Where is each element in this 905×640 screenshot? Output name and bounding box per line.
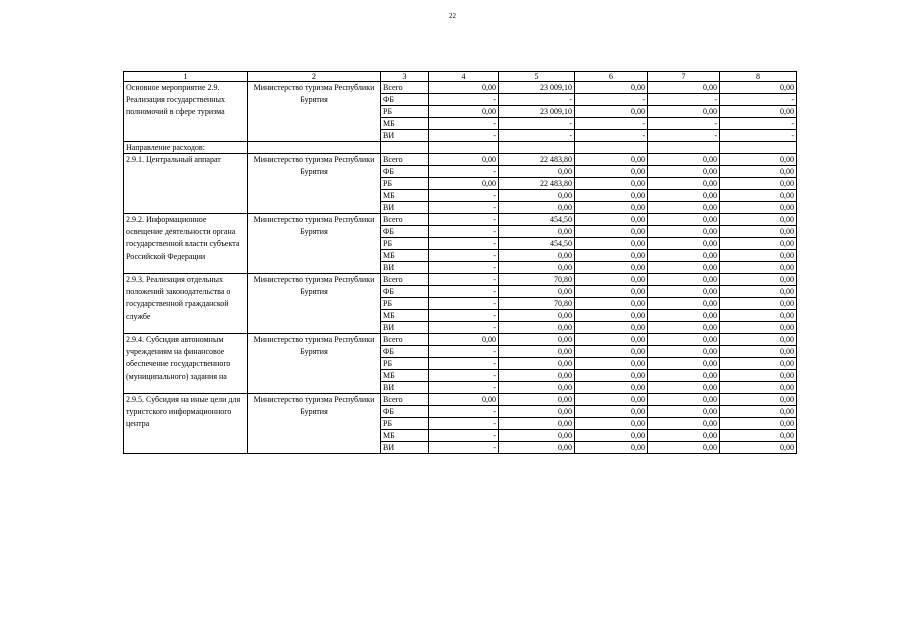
funding-source: РБ: [381, 358, 429, 370]
amount-cell: 0,00: [429, 334, 499, 346]
amount-cell: -: [429, 382, 499, 394]
column-header: 7: [648, 72, 720, 82]
funding-source: МБ: [381, 118, 429, 130]
amount-cell: -: [429, 442, 499, 454]
amount-cell: 0,00: [499, 430, 575, 442]
amount-cell: -: [429, 94, 499, 106]
amount-cell: 0,00: [429, 394, 499, 406]
column-header: 1: [124, 72, 248, 82]
amount-cell: 0,00: [648, 238, 720, 250]
amount-cell: 0,00: [499, 358, 575, 370]
column-header: 8: [720, 72, 797, 82]
amount-cell: 0,00: [648, 250, 720, 262]
amount-cell: 0,00: [648, 406, 720, 418]
funding-source: ВИ: [381, 202, 429, 214]
table-row: [124, 82, 797, 94]
funding-source: ВИ: [381, 262, 429, 274]
amount-cell: 0,00: [648, 262, 720, 274]
responsible-executor: Министерство туризма Республики Бурятия: [248, 154, 381, 214]
amount-cell: 0,00: [575, 226, 648, 238]
section-row: [124, 142, 797, 154]
amount-cell: -: [499, 118, 575, 130]
funding-source: РБ: [381, 178, 429, 190]
funding-source: ФБ: [381, 346, 429, 358]
amount-cell: 0,00: [575, 310, 648, 322]
amount-cell: 0,00: [575, 298, 648, 310]
amount-cell: 0,00: [575, 394, 648, 406]
amount-cell: 0,00: [499, 418, 575, 430]
amount-cell: 0,00: [720, 394, 797, 406]
responsible-executor: Министерство туризма Республики Бурятия: [248, 394, 381, 454]
amount-cell: 0,00: [575, 214, 648, 226]
amount-cell: 0,00: [648, 382, 720, 394]
funding-source: МБ: [381, 430, 429, 442]
amount-cell: 0,00: [720, 322, 797, 334]
amount-cell: 0,00: [499, 442, 575, 454]
amount-cell: 0,00: [575, 202, 648, 214]
amount-cell: 0,00: [648, 202, 720, 214]
amount-cell: 0,00: [575, 190, 648, 202]
empty-cell: [429, 142, 499, 154]
amount-cell: 0,00: [575, 286, 648, 298]
amount-cell: 0,00: [720, 358, 797, 370]
amount-cell: -: [429, 250, 499, 262]
amount-cell: -: [429, 286, 499, 298]
amount-cell: 0,00: [575, 382, 648, 394]
funding-source: Всего: [381, 214, 429, 226]
amount-cell: 0,00: [499, 226, 575, 238]
amount-cell: 454,50: [499, 214, 575, 226]
amount-cell: -: [429, 322, 499, 334]
funding-source: РБ: [381, 238, 429, 250]
table-row: [124, 394, 797, 406]
amount-cell: 0,00: [648, 394, 720, 406]
amount-cell: -: [429, 274, 499, 286]
amount-cell: -: [720, 94, 797, 106]
amount-cell: -: [429, 406, 499, 418]
amount-cell: 0,00: [575, 334, 648, 346]
amount-cell: 0,00: [648, 166, 720, 178]
amount-cell: -: [575, 130, 648, 142]
funding-source: Всего: [381, 394, 429, 406]
amount-cell: -: [720, 130, 797, 142]
amount-cell: 0,00: [575, 178, 648, 190]
amount-cell: 0,00: [575, 238, 648, 250]
amount-cell: 0,00: [648, 190, 720, 202]
amount-cell: 0,00: [499, 334, 575, 346]
amount-cell: 0,00: [575, 418, 648, 430]
amount-cell: 0,00: [499, 406, 575, 418]
amount-cell: -: [648, 118, 720, 130]
empty-cell: [248, 142, 381, 154]
budget-table: [123, 71, 797, 454]
amount-cell: 0,00: [720, 430, 797, 442]
amount-cell: 0,00: [720, 442, 797, 454]
amount-cell: 0,00: [720, 262, 797, 274]
amount-cell: 0,00: [720, 406, 797, 418]
funding-source: Всего: [381, 274, 429, 286]
empty-cell: [648, 142, 720, 154]
responsible-executor: Министерство туризма Республики Бурятия: [248, 214, 381, 274]
amount-cell: 23 009,10: [499, 106, 575, 118]
amount-cell: -: [429, 202, 499, 214]
amount-cell: 0,00: [575, 154, 648, 166]
amount-cell: 22 483,80: [499, 178, 575, 190]
funding-source: МБ: [381, 190, 429, 202]
funding-source: ВИ: [381, 442, 429, 454]
funding-source: РБ: [381, 106, 429, 118]
measure-name: 2.9.3. Реализация отдельных положений законодательства о государственной гражданской службе: [124, 274, 248, 334]
amount-cell: 0,00: [720, 226, 797, 238]
amount-cell: 0,00: [648, 358, 720, 370]
funding-source: РБ: [381, 298, 429, 310]
amount-cell: 23 009,10: [499, 82, 575, 94]
amount-cell: 0,00: [720, 178, 797, 190]
table-row: [124, 214, 797, 226]
amount-cell: -: [429, 310, 499, 322]
empty-cell: [720, 142, 797, 154]
amount-cell: 0,00: [499, 286, 575, 298]
amount-cell: 0,00: [648, 106, 720, 118]
amount-cell: 0,00: [499, 346, 575, 358]
amount-cell: 0,00: [720, 214, 797, 226]
responsible-executor: Министерство туризма Республики Бурятия: [248, 334, 381, 394]
measure-name: 2.9.5. Субсидия на иные цели для туристского информационного центра: [124, 394, 248, 454]
header-row: [124, 72, 797, 82]
amount-cell: 0,00: [648, 442, 720, 454]
amount-cell: 0,00: [720, 382, 797, 394]
table-row: [124, 334, 797, 346]
funding-source: ФБ: [381, 226, 429, 238]
funding-source: ВИ: [381, 322, 429, 334]
amount-cell: 0,00: [648, 214, 720, 226]
amount-cell: 0,00: [648, 370, 720, 382]
amount-cell: 0,00: [499, 394, 575, 406]
column-header: 3: [381, 72, 429, 82]
amount-cell: 0,00: [648, 418, 720, 430]
amount-cell: 0,00: [720, 238, 797, 250]
amount-cell: 0,00: [575, 442, 648, 454]
amount-cell: 0,00: [575, 82, 648, 94]
amount-cell: -: [429, 214, 499, 226]
amount-cell: 0,00: [499, 370, 575, 382]
funding-source: МБ: [381, 250, 429, 262]
amount-cell: 0,00: [429, 178, 499, 190]
amount-cell: 454,50: [499, 238, 575, 250]
amount-cell: 0,00: [575, 166, 648, 178]
amount-cell: 0,00: [575, 406, 648, 418]
funding-source: МБ: [381, 310, 429, 322]
amount-cell: 22 483,80: [499, 154, 575, 166]
column-header: 2: [248, 72, 381, 82]
funding-source: РБ: [381, 418, 429, 430]
amount-cell: 0,00: [648, 334, 720, 346]
amount-cell: 0,00: [648, 178, 720, 190]
amount-cell: 0,00: [575, 250, 648, 262]
amount-cell: -: [429, 238, 499, 250]
amount-cell: -: [575, 94, 648, 106]
amount-cell: 0,00: [648, 154, 720, 166]
amount-cell: 0,00: [648, 310, 720, 322]
amount-cell: 0,00: [720, 370, 797, 382]
amount-cell: -: [429, 358, 499, 370]
amount-cell: -: [429, 298, 499, 310]
amount-cell: 0,00: [648, 346, 720, 358]
column-header: 6: [575, 72, 648, 82]
amount-cell: 0,00: [499, 166, 575, 178]
amount-cell: 0,00: [720, 154, 797, 166]
amount-cell: 0,00: [720, 286, 797, 298]
amount-cell: 70,80: [499, 298, 575, 310]
amount-cell: 0,00: [499, 202, 575, 214]
amount-cell: 0,00: [720, 190, 797, 202]
amount-cell: 0,00: [720, 106, 797, 118]
empty-cell: [381, 142, 429, 154]
amount-cell: 0,00: [575, 322, 648, 334]
amount-cell: -: [429, 130, 499, 142]
amount-cell: 0,00: [648, 286, 720, 298]
funding-source: Всего: [381, 334, 429, 346]
amount-cell: 0,00: [720, 298, 797, 310]
measure-name: 2.9.1. Центральный аппарат: [124, 154, 248, 214]
amount-cell: 0,00: [575, 262, 648, 274]
amount-cell: -: [648, 130, 720, 142]
column-header: 5: [499, 72, 575, 82]
amount-cell: 0,00: [429, 82, 499, 94]
amount-cell: 0,00: [499, 322, 575, 334]
amount-cell: 0,00: [720, 250, 797, 262]
responsible-executor: Министерство туризма Республики Бурятия: [248, 82, 381, 142]
amount-cell: -: [720, 118, 797, 130]
amount-cell: -: [499, 130, 575, 142]
amount-cell: 0,00: [575, 430, 648, 442]
page-number: 22: [449, 12, 456, 20]
funding-source: ВИ: [381, 130, 429, 142]
amount-cell: 0,00: [429, 154, 499, 166]
amount-cell: 0,00: [720, 334, 797, 346]
empty-cell: [575, 142, 648, 154]
amount-cell: 0,00: [648, 82, 720, 94]
amount-cell: 0,00: [575, 370, 648, 382]
amount-cell: -: [499, 94, 575, 106]
amount-cell: 0,00: [575, 106, 648, 118]
amount-cell: 0,00: [499, 190, 575, 202]
amount-cell: -: [429, 346, 499, 358]
amount-cell: -: [429, 418, 499, 430]
amount-cell: 0,00: [575, 346, 648, 358]
funding-source: Всего: [381, 154, 429, 166]
amount-cell: 0,00: [648, 298, 720, 310]
funding-source: ВИ: [381, 382, 429, 394]
funding-source: ФБ: [381, 286, 429, 298]
amount-cell: -: [429, 166, 499, 178]
amount-cell: -: [429, 430, 499, 442]
amount-cell: 0,00: [720, 166, 797, 178]
funding-source: Всего: [381, 82, 429, 94]
amount-cell: -: [429, 226, 499, 238]
table-row: [124, 154, 797, 166]
amount-cell: 0,00: [720, 418, 797, 430]
amount-cell: 0,00: [575, 358, 648, 370]
amount-cell: 0,00: [720, 346, 797, 358]
amount-cell: 0,00: [499, 382, 575, 394]
funding-source: ФБ: [381, 406, 429, 418]
measure-name: 2.9.4. Субсидия автономным учреждениям на финансовое обеспечение государственного (муниципального) задания на: [124, 334, 248, 394]
amount-cell: 70,80: [499, 274, 575, 286]
amount-cell: 0,00: [499, 262, 575, 274]
funding-source: ФБ: [381, 166, 429, 178]
amount-cell: -: [429, 370, 499, 382]
table-row: [124, 274, 797, 286]
amount-cell: 0,00: [499, 310, 575, 322]
amount-cell: -: [429, 118, 499, 130]
amount-cell: 0,00: [720, 310, 797, 322]
amount-cell: -: [575, 118, 648, 130]
measure-name: 2.9.2. Информационное освещение деятельности органа государственной власти субъекта Российской Федерации: [124, 214, 248, 274]
amount-cell: 0,00: [575, 274, 648, 286]
funding-source: ФБ: [381, 94, 429, 106]
amount-cell: 0,00: [648, 430, 720, 442]
amount-cell: 0,00: [720, 82, 797, 94]
amount-cell: -: [429, 262, 499, 274]
funding-source: МБ: [381, 370, 429, 382]
amount-cell: 0,00: [429, 106, 499, 118]
amount-cell: 0,00: [499, 250, 575, 262]
amount-cell: 0,00: [648, 226, 720, 238]
responsible-executor: Министерство туризма Республики Бурятия: [248, 274, 381, 334]
amount-cell: 0,00: [720, 274, 797, 286]
empty-cell: [499, 142, 575, 154]
amount-cell: -: [429, 190, 499, 202]
section-label: Направление расходов:: [124, 142, 248, 154]
column-header: 4: [429, 72, 499, 82]
amount-cell: 0,00: [648, 274, 720, 286]
amount-cell: 0,00: [720, 202, 797, 214]
amount-cell: -: [648, 94, 720, 106]
amount-cell: 0,00: [648, 322, 720, 334]
measure-name: Основное мероприятие 2.9. Реализация государственных полномочий в сфере туризма: [124, 82, 248, 142]
